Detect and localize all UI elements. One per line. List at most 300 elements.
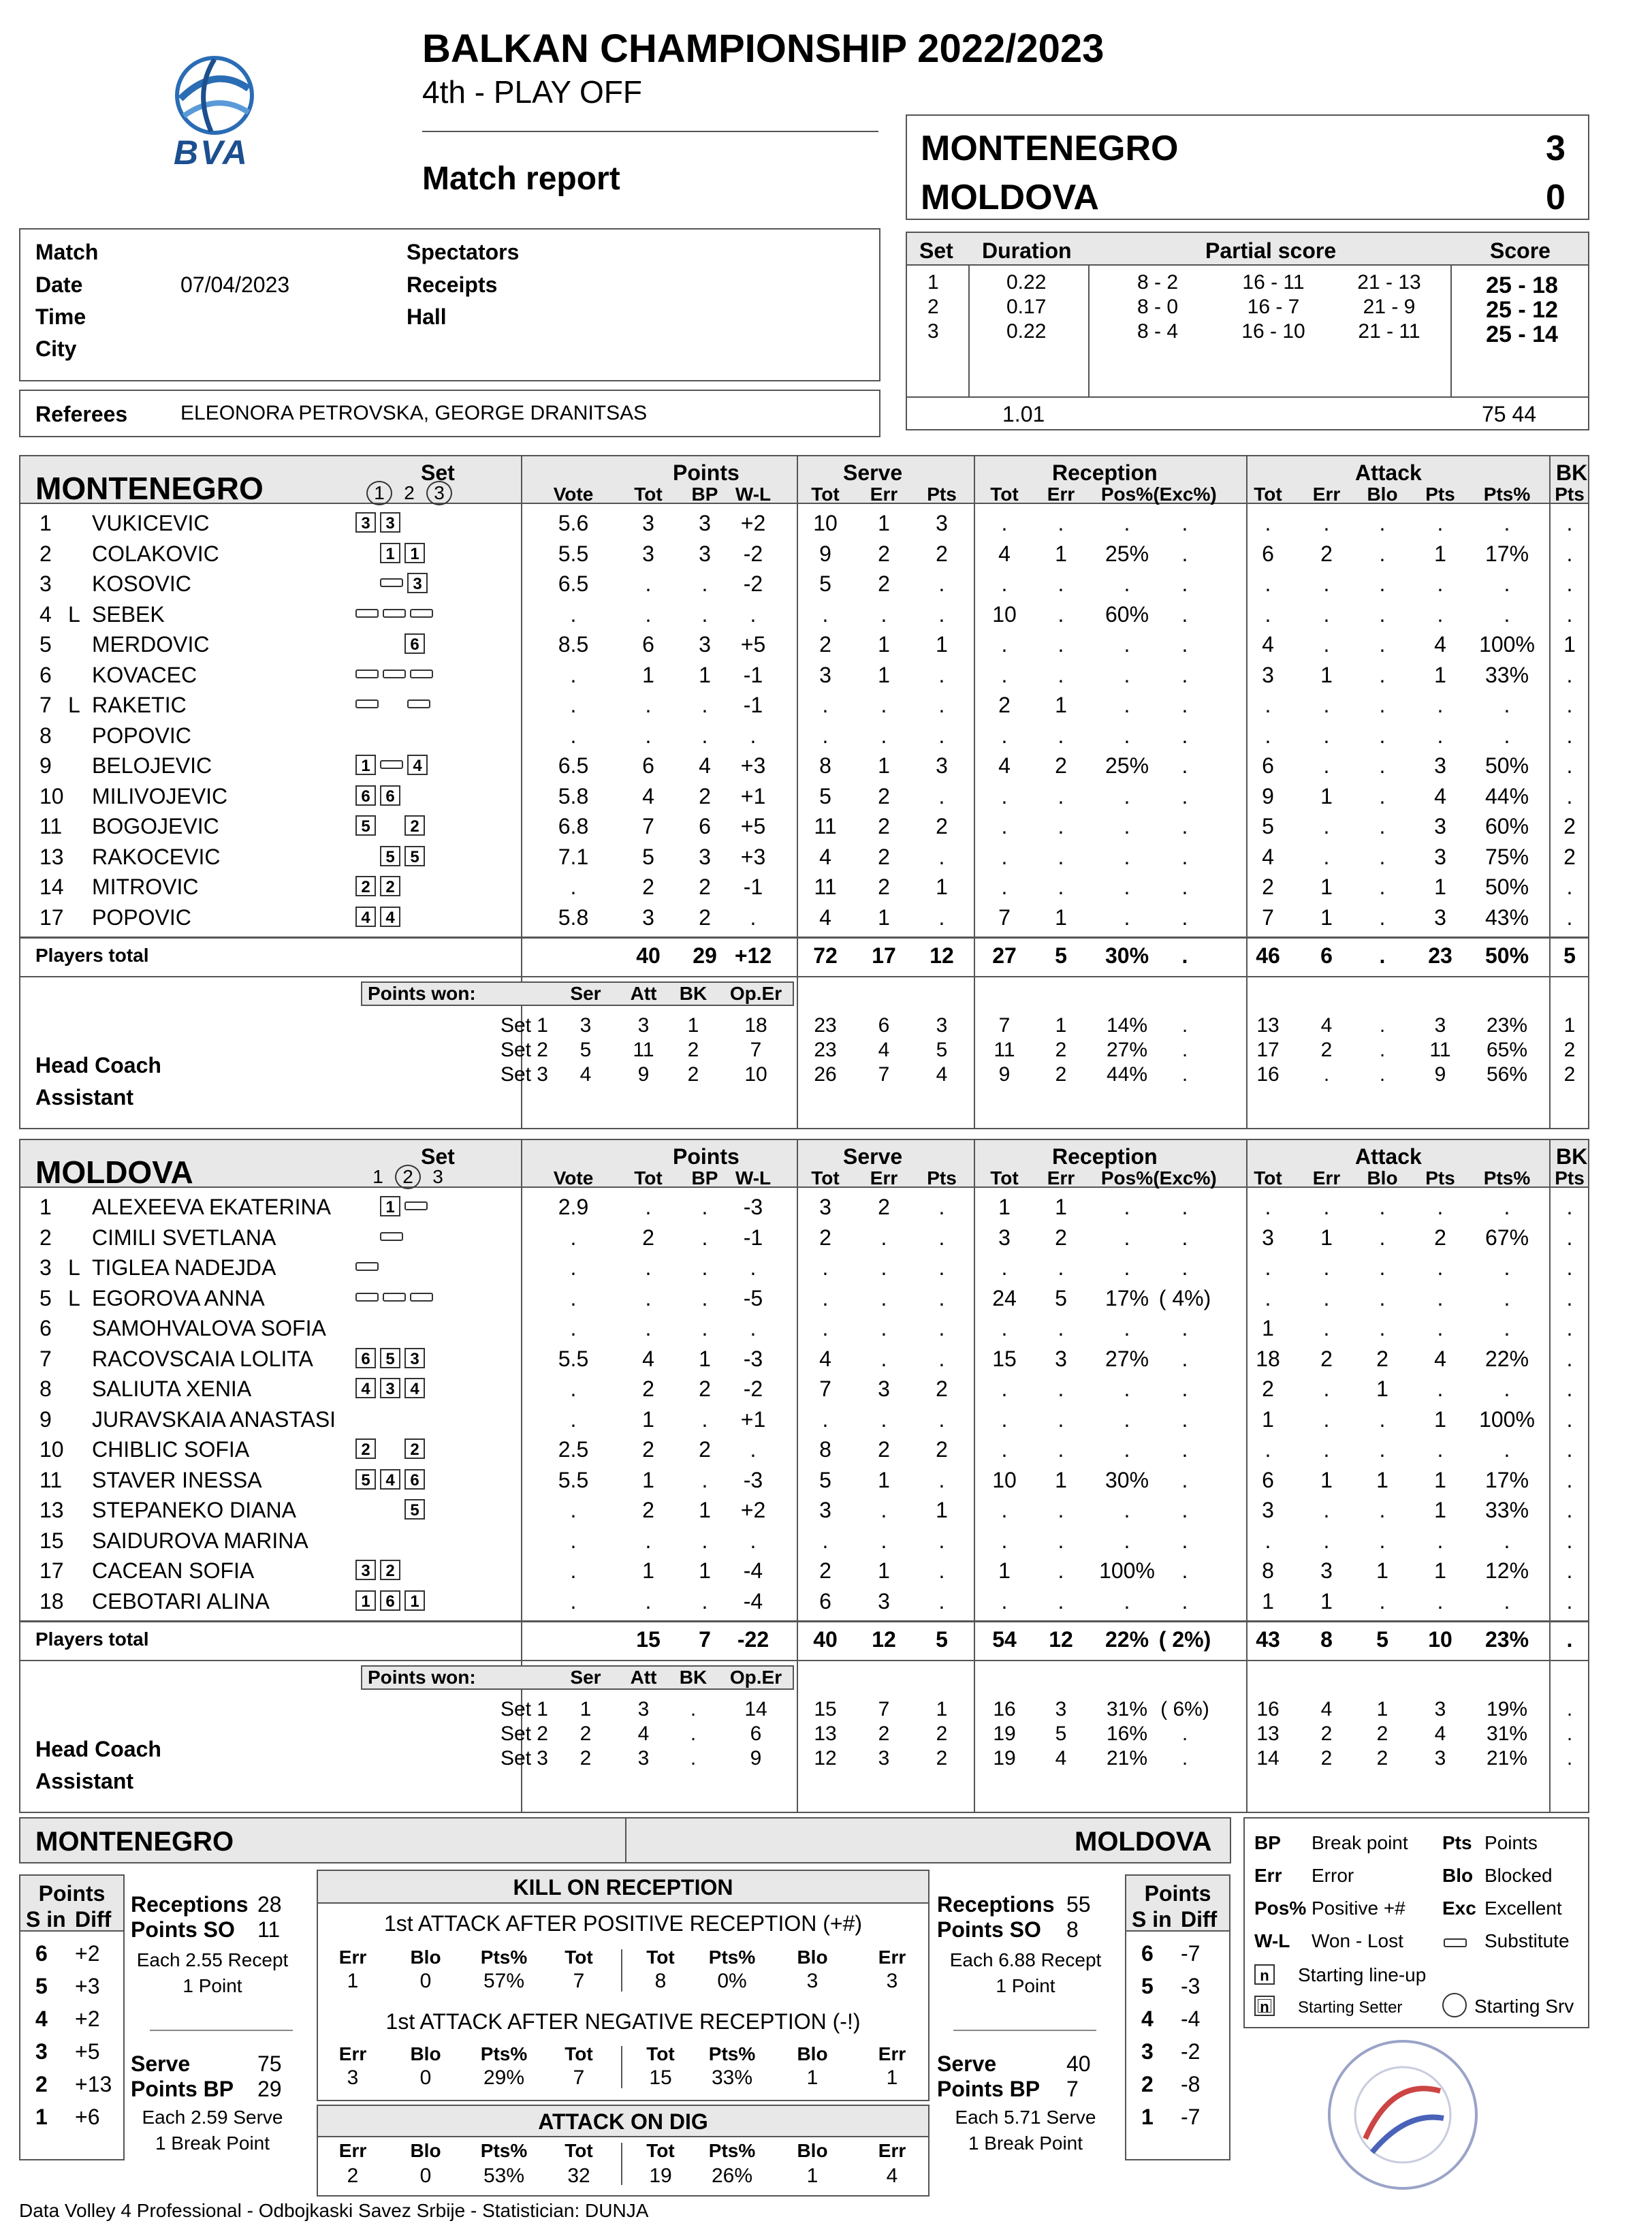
setrow-appct: 23%: [1486, 1014, 1528, 1037]
stat-bk: 1: [1563, 632, 1576, 657]
stat-stot: 4: [819, 844, 831, 869]
substitute-icon: [383, 670, 406, 678]
player-name: CHIBLIC SOFIA: [92, 1437, 250, 1462]
stat-rexc: .: [1181, 1437, 1188, 1462]
stat-wl: +1: [740, 783, 766, 808]
stat-rerr: .: [1058, 1588, 1064, 1614]
stat-rexc: .: [1181, 662, 1188, 687]
stat-rtot: 1: [998, 1558, 1011, 1583]
stat-stot: .: [822, 723, 829, 748]
starting-position-box: 3: [355, 1560, 376, 1580]
dig-header: Blo: [410, 2140, 441, 2161]
stat-ptot: .: [645, 723, 652, 748]
empty-set-slot: [355, 725, 380, 745]
stat-spts: .: [938, 904, 945, 930]
setrow-oper: 9: [750, 1747, 762, 1769]
stat-rerr: 1: [1055, 1467, 1067, 1492]
stat-rtot: .: [1001, 1498, 1008, 1522]
empty-set-slot: [404, 725, 429, 745]
setrow-att: 11: [633, 1039, 654, 1061]
stat-apts: .: [1437, 1316, 1444, 1340]
setrow-stot: 26: [814, 1063, 837, 1086]
stat-ablo: .: [1379, 904, 1386, 930]
stat-rtot: 1: [998, 1195, 1011, 1219]
stat-apts: .: [1437, 571, 1444, 596]
stat-atot: 6: [1262, 541, 1274, 566]
stat-vote: 5.5: [558, 1346, 589, 1371]
setrow-stot: 13: [814, 1722, 837, 1745]
empty-set-slot: [355, 1227, 380, 1247]
set-marks: [355, 512, 429, 533]
stat-serr: .: [880, 1255, 887, 1280]
stat-ptot: 5: [642, 844, 654, 869]
stat-rtot: .: [1001, 844, 1008, 869]
setrow-att: 3: [637, 1014, 650, 1037]
stat-rerr: 1: [1055, 1195, 1067, 1219]
setrow-ablo: 1: [1376, 1698, 1388, 1720]
stat-serr: 2: [878, 541, 890, 566]
stat-serr: 1: [878, 1467, 890, 1492]
pw-header-bk2: BK: [679, 983, 708, 1004]
stat-apts: 1: [1434, 1498, 1446, 1522]
stat-bk: .: [1566, 1588, 1573, 1614]
right-each2: Each 5.71 Serve: [955, 2107, 1096, 2128]
stat-atot: 3: [1262, 662, 1274, 687]
starting-position-box: 4: [380, 907, 400, 927]
stat-ablo: .: [1379, 1406, 1386, 1432]
pw-header-att: Att: [630, 1667, 657, 1688]
subheader-stot: Tot: [811, 484, 840, 505]
kill-header: Blo: [410, 1947, 441, 1968]
setrow-rtot: 9: [998, 1063, 1011, 1086]
subheader-spts: Pts: [927, 1167, 957, 1189]
stat-appct: .: [1504, 1437, 1510, 1462]
city-label: City: [35, 336, 77, 361]
kill-value: 0%: [717, 1970, 747, 1992]
player-number: 11: [39, 1467, 63, 1492]
stat-serr: 2: [878, 814, 890, 838]
stat-bk: .: [1566, 1316, 1573, 1340]
stat-vote: 2.9: [558, 1195, 589, 1219]
set-marks: [355, 755, 432, 775]
stat-spts: 2: [936, 814, 948, 838]
stat-apts: 3: [1434, 753, 1446, 778]
stat-bk: .: [1566, 1255, 1573, 1280]
players-total-label: Players total: [35, 1629, 149, 1650]
stat-apts: 3: [1434, 904, 1446, 930]
stat-ablo: .: [1379, 1588, 1386, 1614]
stat-wl: .: [750, 723, 757, 748]
player-number: 10: [39, 1437, 64, 1462]
stat-atot: 4: [1262, 632, 1274, 657]
points-diff: +5: [75, 2039, 100, 2064]
referees-value: ELEONORA PETROVSKA, GEORGE DRANITSAS: [180, 402, 648, 424]
stat-spts: 2: [936, 541, 948, 566]
dig-divider: [621, 2143, 622, 2185]
subheader-ablo: Blo: [1367, 1167, 1398, 1189]
stat-rerr: 2: [1055, 753, 1067, 778]
stat-bp: 3: [699, 844, 711, 869]
stat-spts: 2: [936, 1437, 948, 1462]
stat-ablo: .: [1379, 1225, 1386, 1250]
pw-header-ser: Ser: [570, 983, 601, 1004]
stat-rtot: .: [1001, 511, 1008, 535]
sets-header-score: Score: [1490, 238, 1551, 263]
right-diff-label: Diff: [1181, 1907, 1218, 1932]
stat-rtot: .: [1001, 783, 1008, 808]
stat-appct: .: [1504, 1195, 1510, 1219]
player-number: 5: [39, 632, 52, 657]
stat-bp: .: [701, 723, 708, 748]
stat-appct: .: [1504, 571, 1510, 596]
player-name: EGOROVA ANNA: [92, 1285, 265, 1310]
kill-header: Blo: [410, 2043, 441, 2064]
totals-line-bottom: [20, 1660, 1588, 1661]
empty-set-slot: [355, 1530, 380, 1550]
total-score: 75 44: [1482, 402, 1537, 426]
starting-position-box: 5: [380, 846, 400, 866]
starting-srv-icon: [1442, 1993, 1467, 2021]
stat-bk: .: [1566, 1467, 1573, 1492]
stat-bp: 2: [699, 875, 711, 899]
subheader-ptot: Tot: [634, 1167, 663, 1189]
stat-atot: 4: [1262, 844, 1274, 869]
total-wl: -22: [737, 1627, 769, 1652]
stat-spts: .: [938, 1558, 945, 1583]
player-name: BELOJEVIC: [92, 753, 212, 778]
setrow-ablo: .: [1379, 1014, 1386, 1037]
empty-set-slot: [404, 512, 429, 533]
legend-value: Break point: [1312, 1832, 1408, 1853]
stat-rerr: 1: [1055, 693, 1067, 717]
stat-ptot: .: [645, 1528, 652, 1553]
setrow-rerr: 2: [1055, 1039, 1067, 1061]
stat-bk: .: [1566, 1376, 1573, 1401]
stat-rerr: .: [1058, 1255, 1064, 1280]
stat-rpos: 25%: [1105, 541, 1149, 566]
stat-rerr: .: [1058, 1437, 1064, 1462]
legend-value: Positive +#: [1312, 1898, 1405, 1919]
stat-rtot: 4: [998, 753, 1011, 778]
total-atot: 46: [1256, 943, 1280, 968]
substitute-icon: [355, 609, 379, 618]
left-serve-label: Serve: [131, 2051, 191, 2076]
points-label: Points: [673, 1144, 740, 1169]
stat-rpos: 27%: [1105, 1346, 1149, 1371]
set-score: 25 - 14: [1486, 321, 1558, 347]
stat-rtot: 10: [992, 1467, 1017, 1492]
points-diff: -2: [1181, 2039, 1201, 2064]
subheader-appct: Pts%: [1483, 1167, 1531, 1189]
stat-aerr: .: [1323, 1316, 1330, 1340]
substitute-icon: [410, 1293, 433, 1302]
stat-atot: .: [1265, 693, 1271, 717]
legend-value: Error: [1312, 1865, 1354, 1886]
stat-ptot: .: [645, 1285, 652, 1310]
set-marks: [355, 543, 429, 563]
kill-header: Tot: [646, 2043, 675, 2064]
stat-bp: .: [701, 1406, 708, 1432]
stat-stot: 10: [813, 511, 838, 535]
stat-appct: 50%: [1484, 875, 1529, 899]
setrow-spts: 3: [936, 1014, 948, 1037]
setrow-bk: .: [690, 1698, 697, 1720]
set-row-label: Set 1: [500, 1014, 548, 1037]
stat-ablo: 1: [1376, 1558, 1388, 1583]
stat-ptot: 3: [642, 511, 654, 535]
kill-value: 3: [347, 2066, 359, 2089]
stat-stot: 5: [819, 571, 831, 596]
player-name: RACOVSCAIA LOLITA: [92, 1346, 313, 1371]
substitute-icon: [380, 760, 403, 769]
stat-aerr: .: [1323, 601, 1330, 627]
stat-rpos: 30%: [1105, 1467, 1149, 1492]
subheader-aerr: Err: [1312, 1167, 1341, 1189]
set-duration: 0.22: [1006, 271, 1047, 294]
stat-bk: .: [1566, 541, 1573, 566]
set-marks: [355, 1196, 432, 1216]
right-each2b: 1 Break Point: [968, 2133, 1083, 2154]
player-name: KOVACEC: [92, 662, 197, 687]
empty-set-slot: [380, 633, 404, 654]
player-name: STAVER INESSA: [92, 1467, 262, 1492]
stat-appct: .: [1504, 1588, 1510, 1614]
starting-position-box: 4: [380, 1469, 400, 1490]
setrow-appct: 56%: [1486, 1063, 1528, 1086]
setrow-bk: .: [690, 1747, 697, 1769]
stat-spts: .: [938, 1588, 945, 1614]
starting-position-box: 5: [404, 846, 425, 866]
stat-ablo: .: [1379, 1437, 1386, 1462]
left-diff-label: Diff: [75, 1907, 112, 1932]
set-duration: 0.22: [1006, 320, 1047, 343]
set-score: 25 - 18: [1486, 272, 1558, 298]
stat-rpos: 100%: [1099, 1558, 1155, 1583]
stat-rerr: 1: [1055, 541, 1067, 566]
subheader-vote: Vote: [553, 484, 594, 505]
substitute-icon: [404, 1201, 428, 1210]
stat-bp: 4: [699, 753, 711, 778]
stat-bp: .: [701, 1195, 708, 1219]
stat-aerr: 1: [1320, 1225, 1333, 1250]
setrow-rerr: 3: [1055, 1698, 1067, 1720]
stat-appct: 17%: [1484, 1467, 1529, 1492]
stat-bp: .: [701, 1588, 708, 1614]
subheader-ablo: Blo: [1367, 484, 1398, 505]
points-s-in: 6: [35, 1941, 48, 1966]
totals-line: [20, 1620, 1588, 1622]
stat-ablo: .: [1379, 693, 1386, 717]
total-rtot: 54: [992, 1627, 1017, 1652]
stat-bk: .: [1566, 1406, 1573, 1432]
stat-apts: .: [1437, 1588, 1444, 1614]
setrow-rtot: 19: [993, 1722, 1016, 1745]
stat-aerr: 2: [1320, 541, 1333, 566]
set-number: 3: [927, 320, 939, 343]
starting-position-box: 1: [404, 543, 425, 563]
setrow-bk: 1: [1563, 1014, 1576, 1037]
stat-spts: .: [938, 693, 945, 717]
stat-apts: .: [1437, 723, 1444, 748]
stat-vote: .: [570, 723, 577, 748]
stat-bk: .: [1566, 783, 1573, 808]
total-apts: 10: [1428, 1627, 1452, 1652]
legend-key: W-L: [1254, 1930, 1290, 1951]
stat-rtot: 2: [998, 693, 1011, 717]
setrow-aerr: 4: [1320, 1698, 1333, 1720]
left-serve-value: 75: [257, 2051, 282, 2076]
bva-logo: [153, 51, 269, 174]
setrow-rexc: .: [1181, 1039, 1188, 1061]
total-bk: 5: [1563, 943, 1576, 968]
stat-spts: .: [938, 1406, 945, 1432]
setrow-rexc: ( 6%): [1160, 1698, 1209, 1720]
empty-set-slot: [383, 1257, 407, 1277]
set-number: 1: [927, 271, 939, 294]
stat-appct: 75%: [1484, 844, 1529, 869]
right-serve-label: Serve: [937, 2051, 997, 2076]
dig-header: Blo: [797, 2140, 828, 2161]
set-marks: [355, 603, 437, 618]
empty-set-slot: [355, 543, 380, 563]
player-number: 9: [39, 753, 52, 778]
setrow-atot: 17: [1256, 1039, 1280, 1061]
stat-vote: .: [570, 693, 577, 717]
attack-label: Attack: [1355, 1144, 1422, 1169]
stat-atot: 5: [1262, 814, 1274, 838]
libero-mark: L: [68, 1255, 80, 1280]
setrow-rerr: 1: [1055, 1014, 1067, 1037]
stat-rpos: 17%: [1105, 1285, 1149, 1310]
setrow-atot: 13: [1256, 1722, 1280, 1745]
legend-value: Excellent: [1484, 1898, 1562, 1919]
starting-lineup-label: Starting line-up: [1298, 1964, 1427, 1985]
stat-stot: 8: [819, 1437, 831, 1462]
points-diff: +6: [75, 2105, 100, 2129]
date-value: 07/04/2023: [180, 272, 290, 297]
stat-ptot: .: [645, 571, 652, 596]
stat-wl: +2: [740, 511, 766, 535]
stat-stot: .: [822, 1285, 829, 1310]
set-marks: [355, 1378, 429, 1398]
setrow-rexc: .: [1181, 1722, 1188, 1745]
stat-ptot: .: [645, 693, 652, 717]
total-bp: 7: [699, 1627, 711, 1652]
result-score1: 3: [1546, 129, 1566, 168]
result-team1: MONTENEGRO: [921, 129, 1179, 168]
stat-rpos: .: [1124, 571, 1130, 596]
kill-header: Err: [338, 1947, 367, 1968]
stat-bp: .: [701, 1285, 708, 1310]
points-diff: -7: [1181, 1941, 1201, 1966]
points-label: Points: [673, 460, 740, 485]
stat-bp: .: [701, 601, 708, 627]
match-label: Match: [35, 240, 99, 264]
starting-position-box: 6: [404, 1469, 425, 1490]
set-marks: [355, 815, 429, 836]
setrow-atot: 14: [1256, 1747, 1280, 1769]
totals-line: [20, 937, 1588, 939]
stat-vote: 6.8: [558, 814, 589, 838]
stat-stot: .: [822, 693, 829, 717]
stat-aerr: .: [1323, 1255, 1330, 1280]
stat-spts: .: [938, 1467, 945, 1492]
stat-rerr: .: [1058, 1406, 1064, 1432]
set-marks: [355, 1317, 429, 1338]
stat-ptot: 2: [642, 1376, 654, 1401]
starting-position-box: 1: [380, 543, 400, 563]
subheader-vote: Vote: [553, 1167, 594, 1189]
set-number: 2: [927, 296, 939, 318]
stat-bp: .: [701, 1528, 708, 1553]
stat-atot: 6: [1262, 753, 1274, 778]
stat-rexc: .: [1181, 1376, 1188, 1401]
total-rtot: 27: [992, 943, 1017, 968]
stat-spts: .: [938, 783, 945, 808]
stat-serr: 1: [878, 511, 890, 535]
stat-apts: .: [1437, 1285, 1444, 1310]
stat-vote: 5.5: [558, 541, 589, 566]
stat-wl: +2: [740, 1498, 766, 1522]
stat-ptot: 6: [642, 753, 654, 778]
player-name: CACEAN SOFIA: [92, 1558, 255, 1583]
stat-serr: .: [880, 1285, 887, 1310]
starting-position-box: 4: [355, 1378, 376, 1398]
stat-serr: 1: [878, 662, 890, 687]
stat-bp: 1: [699, 662, 711, 687]
stat-ptot: .: [645, 1255, 652, 1280]
starting-lineup-icon: [1254, 1964, 1275, 1985]
stat-aerr: 1: [1320, 1467, 1333, 1492]
legend-key: Pts: [1442, 1832, 1472, 1853]
stat-ablo: .: [1379, 1285, 1386, 1310]
starting-position-box: 5: [380, 1348, 400, 1368]
stat-bk: .: [1566, 662, 1573, 687]
substitute-icon: [355, 1262, 379, 1271]
setrow-stot: 23: [814, 1014, 837, 1037]
referees-label: Referees: [35, 402, 128, 426]
setrow-ser: 2: [579, 1722, 592, 1745]
legend-value: Won - Lost: [1312, 1930, 1403, 1951]
empty-set-slot: [404, 876, 429, 896]
stat-rtot: .: [1001, 1376, 1008, 1401]
stat-bk: .: [1566, 1285, 1573, 1310]
stat-atot: .: [1265, 601, 1271, 627]
stat-atot: .: [1265, 571, 1271, 596]
starting-position-box: 1: [355, 755, 376, 775]
right-pso-label: Points SO: [937, 1917, 1041, 1942]
stat-aerr: .: [1323, 693, 1330, 717]
stat-vote: 6.5: [558, 571, 589, 596]
substitute-icon: [383, 609, 406, 618]
stat-atot: .: [1265, 511, 1271, 535]
stat-serr: 1: [878, 632, 890, 657]
total-rexc: .: [1181, 943, 1188, 968]
set-marks: [355, 785, 429, 806]
player-number: 2: [39, 541, 52, 566]
setrow-spts: 4: [936, 1063, 948, 1086]
subheader-rexc: (Exc%): [1153, 1167, 1217, 1189]
setrow-rpos: 27%: [1106, 1039, 1148, 1061]
setrow-bk: 2: [1563, 1039, 1576, 1061]
kill-value: 0: [419, 2066, 432, 2089]
left-receptions-value: 28: [257, 1892, 282, 1917]
stat-rtot: .: [1001, 723, 1008, 748]
setrow-aerr: .: [1323, 1063, 1330, 1086]
time-label: Time: [35, 304, 86, 329]
starting-position-box: 1: [380, 1196, 400, 1216]
setrow-spts: 2: [936, 1722, 948, 1745]
